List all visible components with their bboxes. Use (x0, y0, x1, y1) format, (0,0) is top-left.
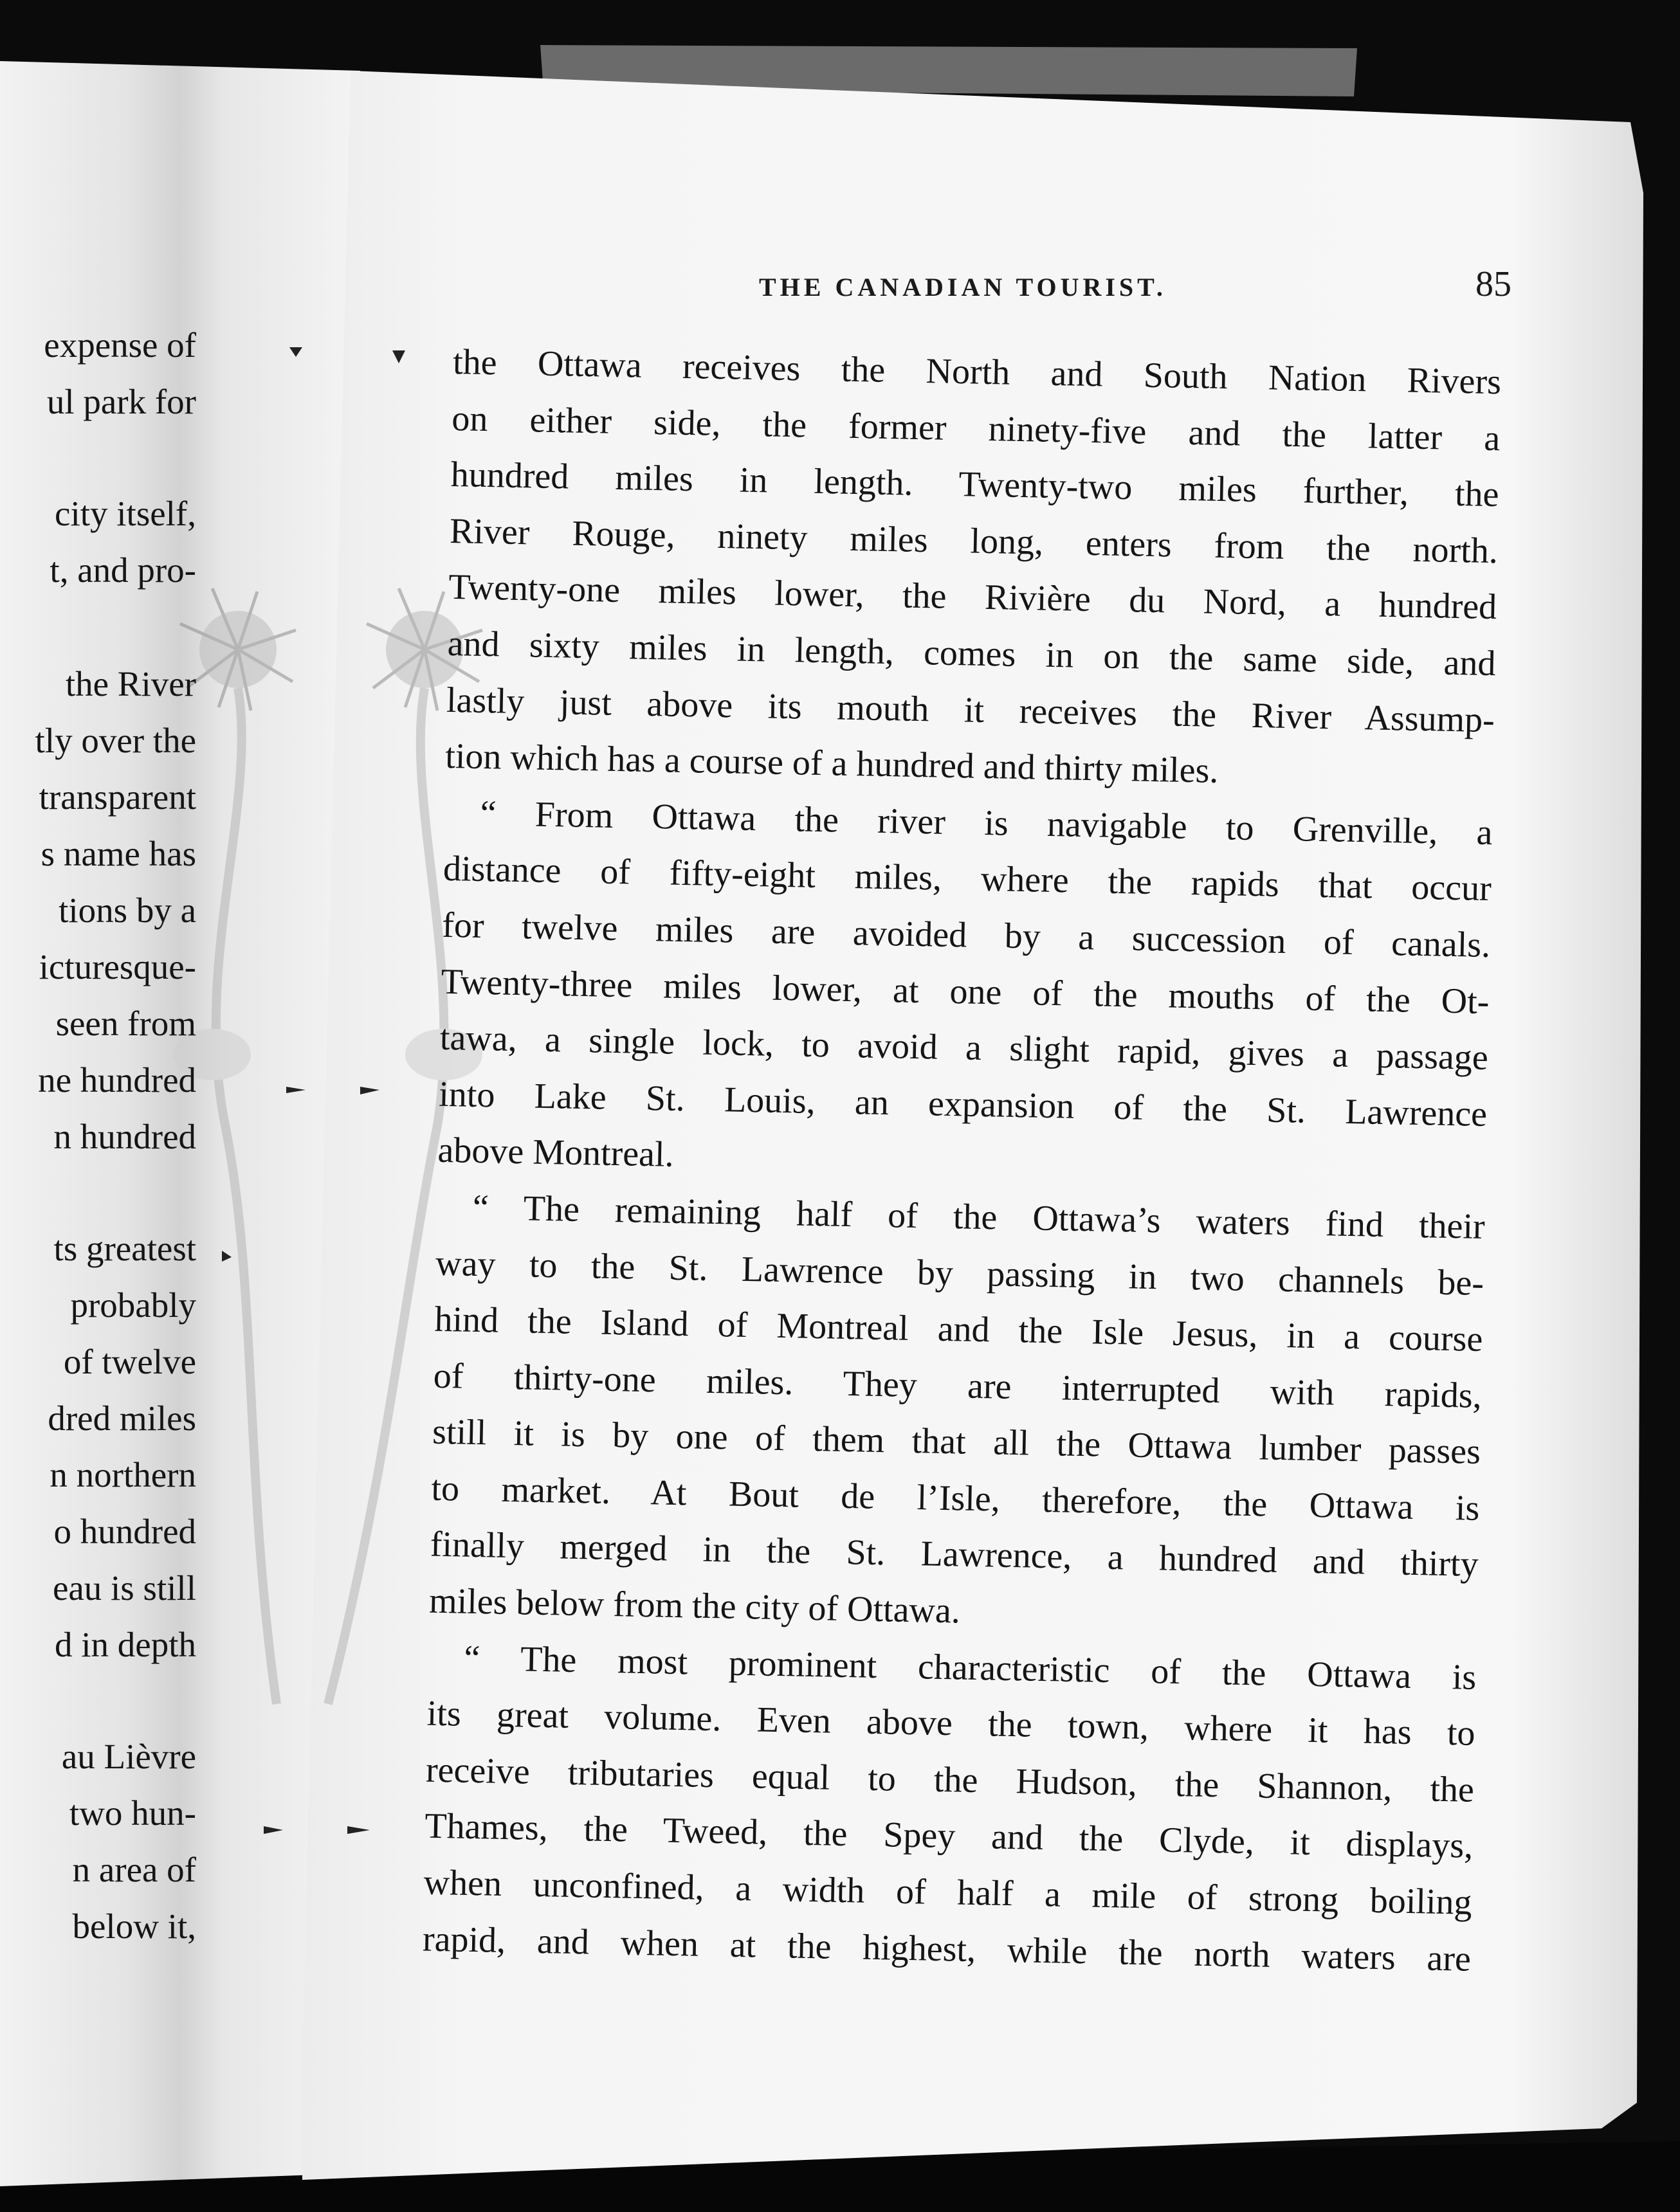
text-line: lastly just above its mouth it receives the River Assump- (446, 680, 1495, 740)
fragment-line: ul park for (46, 382, 196, 421)
text-line: Twenty-three miles lower, at one of the mouths of the Ot- (441, 961, 1490, 1022)
page-header (759, 264, 1511, 315)
paragraph (437, 785, 1493, 1199)
text-line: of thirty-one miles. They are interrupted with rapids, (433, 1355, 1483, 1416)
fragment-line: below it, (72, 1907, 196, 1946)
fragment-line: tions by a (59, 891, 196, 930)
text-line: for twelve miles are avoided by a succession of canals. (441, 905, 1491, 966)
text-line: “ From Ottawa the river is navigable to Grenville, a (480, 793, 1493, 853)
text-line: “ The most prominent characteristic of the Ottawa is (463, 1638, 1477, 1698)
fragment-line: expense of (44, 325, 196, 365)
text-line: hundred miles in length. Twenty-two miles further, the (450, 455, 1500, 515)
text-line: rapid, and when at the highest, while the north waters are (422, 1919, 1472, 1979)
fragment-line: icturesque- (39, 947, 196, 986)
fragment-line: s name has (41, 834, 196, 873)
text-line: Thames, the Tweed, the Spey and the Clyde, it displays, (424, 1806, 1474, 1867)
fragment-line: n area of (72, 1850, 196, 1889)
text-line: its great volume. Even above the town, where it has to (426, 1693, 1476, 1754)
fragment-line: dred miles (48, 1399, 196, 1438)
text-line: tawa, a single lock, to avoid a slight rapid, gives a passage (439, 1017, 1489, 1078)
text-line: miles below from the city of Ottawa. (428, 1581, 961, 1631)
fragment-line: d in depth (55, 1625, 196, 1664)
fragment-line: t, and pro- (50, 550, 196, 590)
text-line: the Ottawa receives the North and South Nation Rivers (452, 341, 1502, 403)
text-line: Twenty-one miles lower, the Rivière du Nord, a hundred (448, 567, 1497, 628)
text-line: finally merged in the St. Lawrence, a hundred and thirty (430, 1525, 1479, 1585)
text-line: to market. At Bout de l’Isle, therefore, the Ottawa is (430, 1468, 1480, 1528)
text-line: hind the Island of Montreal and the Isle Jesus, in a course (434, 1299, 1483, 1360)
text-line: still it is by one of them that all the Ottawa lumber passes (432, 1411, 1481, 1473)
text-line: receive tributaries equal to the Hudson, the Shannon, the (425, 1750, 1475, 1810)
paragraph (422, 1629, 1477, 1988)
text-line: tion which has a course of a hundred and thirty miles. (444, 736, 1219, 792)
fragment-line: tly over the (35, 721, 196, 760)
text-line: way to the St. Lawrence by passing in two channels be- (435, 1243, 1484, 1303)
fragment-line: au Lièvre (61, 1737, 196, 1776)
main-text-block (422, 334, 1501, 1988)
text-line: and sixty miles in length, comes in on the same side, and (447, 623, 1497, 684)
text-line: when unconfined, a width of half a mile of strong boiling (423, 1862, 1473, 1923)
fragment-line: eau is still (52, 1568, 196, 1608)
fragment-line: n northern (50, 1455, 196, 1494)
fragment-line: ne hundred (38, 1060, 196, 1100)
fragment-line: the River (65, 664, 196, 703)
fragment-line: seen from (55, 1004, 196, 1043)
paragraph (445, 334, 1502, 805)
text-line: above Montreal. (437, 1130, 675, 1175)
fragment-line: city itself, (55, 494, 196, 533)
paragraph (428, 1179, 1485, 1650)
fragment-line: two hun- (69, 1793, 196, 1833)
fragment-line: of twelve (63, 1342, 196, 1381)
fragment-line: probably (70, 1285, 196, 1325)
text-line: River Rouge, ninety miles long, enters from the north. (449, 511, 1499, 572)
running-head: THE CANADIAN TOURIST. (759, 273, 1167, 302)
fragment-line: n hundred (53, 1117, 196, 1156)
text-line: distance of fifty-eight miles, where the rapids that occur (443, 849, 1492, 909)
page-number: 85 (1475, 264, 1511, 304)
fragment-line: transparent (39, 777, 196, 817)
fragment-line: ts greatest (53, 1229, 196, 1268)
fragment-line: o hundred (53, 1512, 196, 1551)
text-line: “ The remaining half of the Ottawa’s waters find their (472, 1187, 1486, 1247)
text-line: into Lake St. Louis, an expansion of the St. Lawrence (438, 1074, 1488, 1134)
text-line: on either side, the former ninety-five and the latter a (451, 398, 1501, 458)
